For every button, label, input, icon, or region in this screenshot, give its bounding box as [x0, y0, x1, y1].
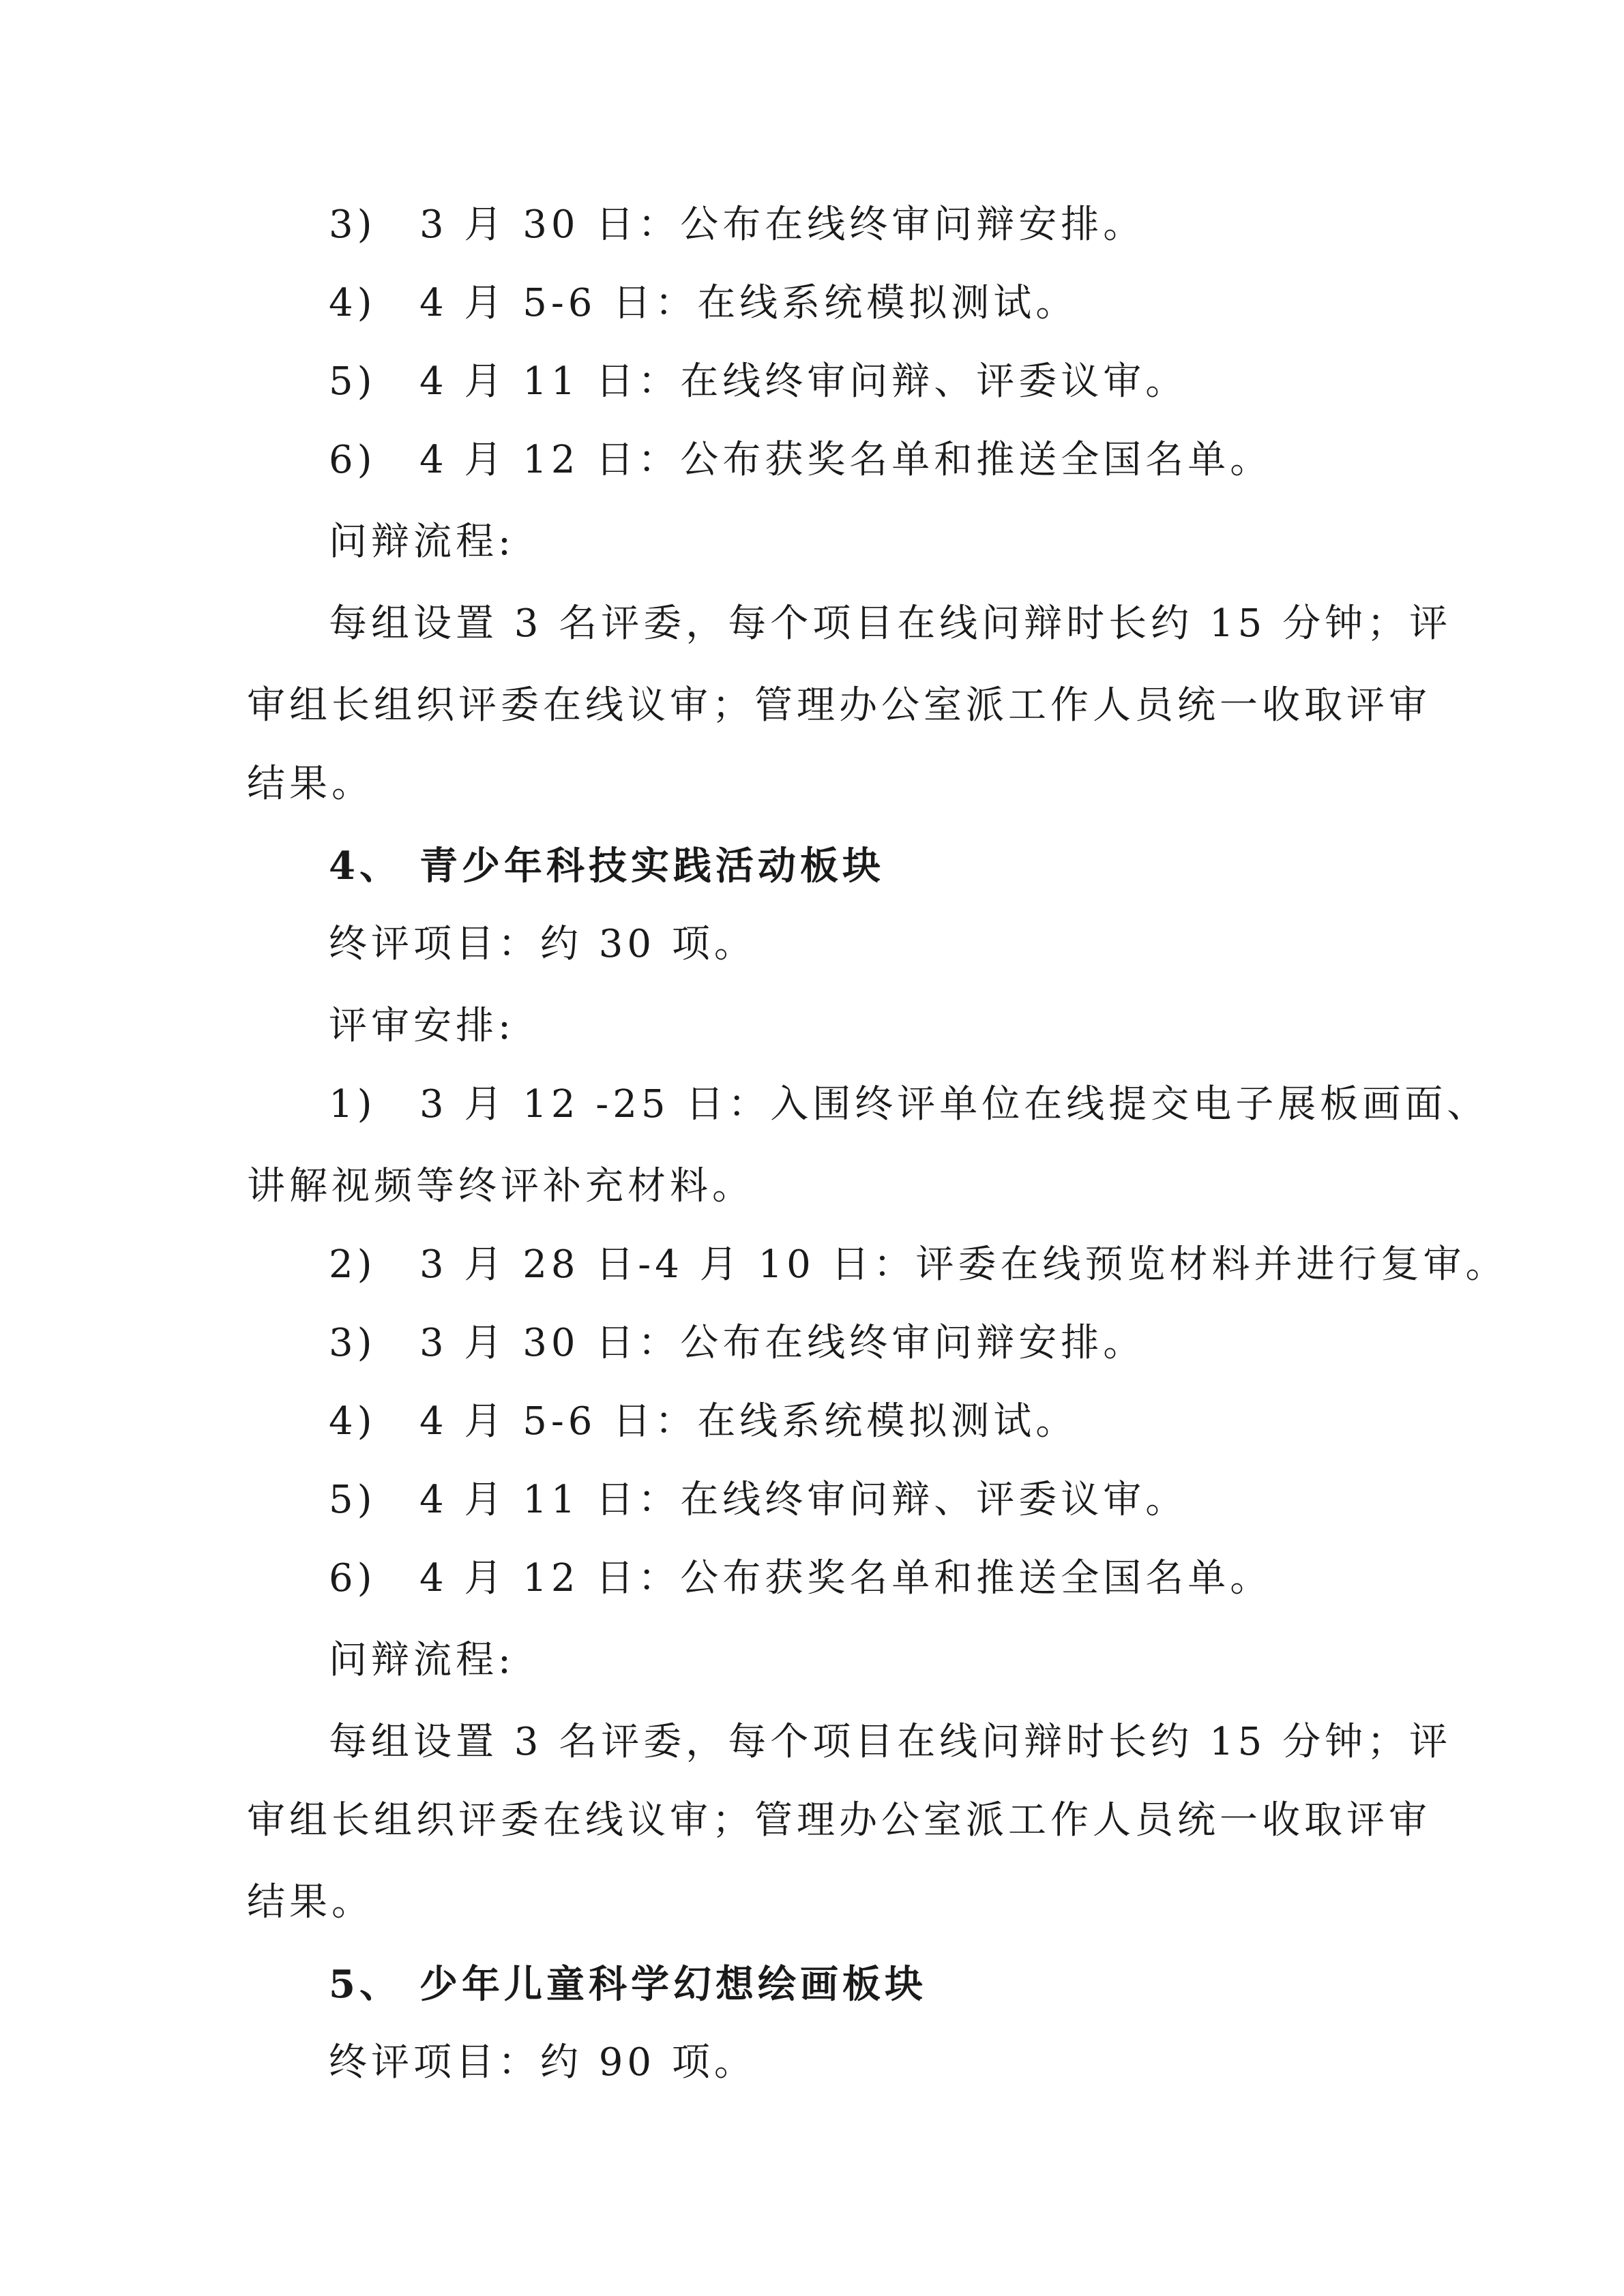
- process-text-line: 每组设置 3 名评委，每个项目在线问辩时长约 15 分钟；评: [329, 601, 1452, 646]
- process-text-line: 每组设置 3 名评委，每个项目在线问辩时长约 15 分钟；评: [329, 1720, 1452, 1764]
- item-text: 3 月 30 日：公布在线终审问辩安排。: [419, 203, 1146, 247]
- item-text: 4 月 5-6 日：在线系统模拟测试。: [419, 1399, 1078, 1444]
- section-number: 4、: [329, 844, 402, 889]
- section-number: 5、: [329, 1962, 402, 2007]
- item-number: 5): [329, 359, 377, 404]
- item-text: 4 月 12 日：公布获奖名单和推送全国名单。: [419, 1556, 1273, 1600]
- item-text: 3 月 28 日-4 月 10 日：评委在线预览材料并进行复审。: [419, 1242, 1508, 1287]
- item-text-continuation: 讲解视频等终评补充材料。: [247, 1164, 754, 1208]
- item-text: 4 月 11 日：在线终审问辩、评委议审。: [419, 1478, 1188, 1522]
- item-text: 3 月 12 -25 日：入围终评单位在线提交电子展板画面、: [419, 1082, 1490, 1127]
- process-text-line: 审组长组织评委在线议审；管理办公室派工作人员统一收取评审: [247, 683, 1431, 728]
- item-number: 1): [329, 1082, 377, 1127]
- section-title: 青少年科技实践活动板块: [419, 844, 885, 889]
- arrangement-label: 评审安排:: [329, 1004, 515, 1048]
- process-text-line: 审组长组织评委在线议审；管理办公室派工作人员统一收取评审: [247, 1798, 1431, 1843]
- process-text-line: 结果。: [247, 762, 374, 806]
- item-text: 3 月 30 日：公布在线终审问辩安排。: [419, 1321, 1146, 1365]
- item-number: 4): [329, 1399, 377, 1444]
- item-number: 6): [329, 1556, 377, 1600]
- item-number: 2): [329, 1242, 377, 1287]
- process-label: 问辩流程:: [329, 1638, 515, 1682]
- process-label: 问辩流程:: [329, 520, 515, 564]
- item-number: 3): [329, 203, 377, 247]
- item-number: 5): [329, 1478, 377, 1522]
- project-count: 终评项目：约 90 项。: [329, 2040, 756, 2085]
- process-text-line: 结果。: [247, 1880, 374, 1924]
- item-text: 4 月 12 日：公布获奖名单和推送全国名单。: [419, 438, 1273, 482]
- item-text: 4 月 11 日：在线终审问辩、评委议审。: [419, 359, 1188, 404]
- item-number: 6): [329, 438, 377, 482]
- section-title: 少年儿童科学幻想绘画板块: [419, 1962, 927, 2007]
- project-count: 终评项目：约 30 项。: [329, 922, 756, 966]
- item-number: 3): [329, 1321, 377, 1365]
- item-text: 4 月 5-6 日：在线系统模拟测试。: [419, 281, 1078, 325]
- item-number: 4): [329, 281, 377, 325]
